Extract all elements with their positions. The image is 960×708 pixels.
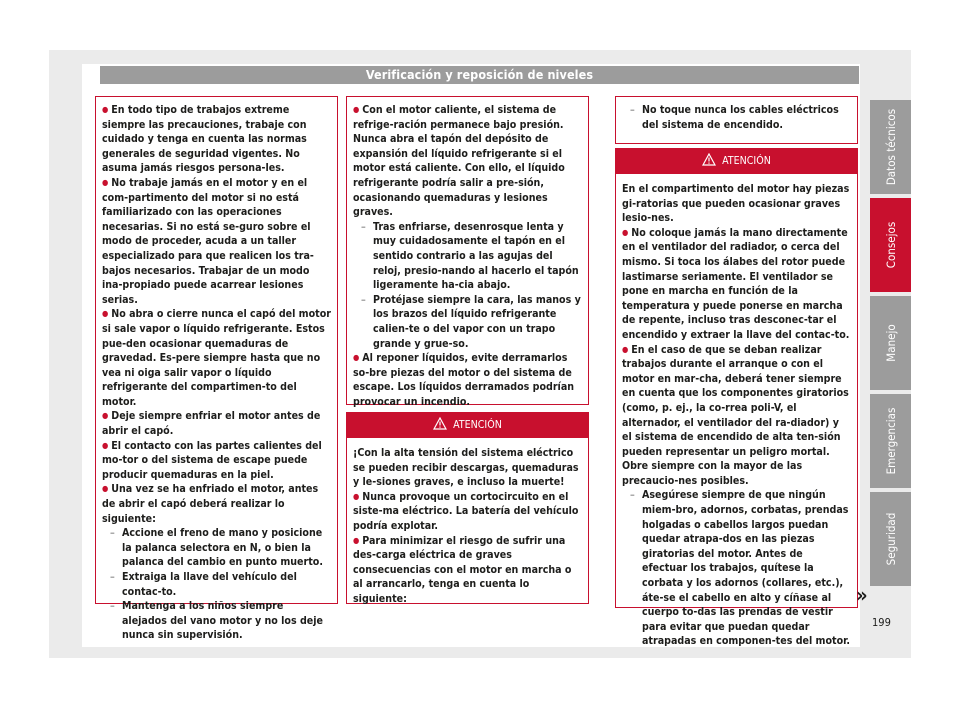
page-header: Verificación y reposición de niveles xyxy=(100,66,859,84)
tab-datos-tecnicos[interactable] xyxy=(870,100,911,194)
bullet-item: ● Una vez se ha enfriado el motor, antes de abrir el capó deberá realizar lo siguiente: xyxy=(102,482,331,526)
col1-items xyxy=(96,103,337,643)
warning-triangle-icon xyxy=(433,417,447,430)
dash-item: – No toque nunca los cables eléctricos del sistema de encendido. xyxy=(622,103,851,132)
warning-body xyxy=(616,174,857,657)
col3-items xyxy=(616,103,857,132)
tab-label: Manejo xyxy=(883,324,898,362)
warning-triangle-icon xyxy=(702,153,716,166)
continue-arrow: » xyxy=(856,583,868,607)
bullet-item: ● El contacto con las partes calientes del mo-tor o del sistema de escape puede producir quemaduras en la piel. xyxy=(102,439,331,483)
warning-header xyxy=(347,413,588,438)
bullet-item: ● Nunca provoque un cortocircuito en el siste-ma eléctrico. La batería del vehículo podría explotar. xyxy=(353,490,582,534)
bullet-item: ● Deje siempre enfriar el motor antes de abrir el capó. xyxy=(102,409,331,438)
tab-consejos[interactable] xyxy=(870,198,911,292)
tab-label: Seguridad xyxy=(883,512,898,566)
tab-label: Datos técnicos xyxy=(883,108,898,186)
tab-emergencias[interactable] xyxy=(870,394,911,488)
bullet-item: ● En todo tipo de trabajos extreme siempre las precauciones, trabaje con cuidado y tenga en cuenta las normas generales de seguridad vigentes. No asuma jamás riesgos persona-les. xyxy=(102,103,331,176)
bullet-item: ● En el caso de que se deban realizar trabajos durante el arranque o con el motor en mar-cha, deberá tener siempre en cuenta que los componentes giratorios (como, p. ej., la co-rrea poli-V, el alternador, el ventilador del ra-diador) y el sistema de encendido de alta ten-sión pueden representar un peligro mortal. Obre siempre con la mayor de las precaucio-nes posibles. xyxy=(622,343,851,489)
paragraph: ¡Con la alta tensión del sistema eléctrico se pueden recibir descargas, quemaduras y le-siones graves, e incluso la muerte! xyxy=(353,447,579,489)
warning-body xyxy=(347,438,588,615)
dash-item: – Extraiga la llave del vehículo del contac-to. xyxy=(102,570,331,599)
paragraph: En el compartimento del motor hay piezas gi-ratorias que pueden ocasionar graves lesio-nes. xyxy=(622,183,850,225)
dash-item: – Protéjase siempre la cara, las manos y los brazos del líquido refrigerante calien-te o del vapor con un trapo grande y grue-so. xyxy=(353,293,582,351)
warning-title: ATENCIÓN xyxy=(453,419,502,431)
bullet-item: ● Con el motor caliente, el sistema de refrige-ración permanece bajo presión. Nunca abra el tapón del depósito de expansión del líquido refrigerante si el motor está caliente. Con ello, el líquido refrigerante podría salir a pre-sión, ocasionando quemaduras y lesiones graves. xyxy=(353,103,582,220)
page-number: 199 xyxy=(872,616,891,629)
bullet-item: ● No coloque jamás la mano directamente en el ventilador del radiador, o cerca del mismo. Si toca los álabes del rotor puede lastimarse seriamente. El ventilador se pone en marcha en función de la temperatura y puede ponerse en marcha de repente, incluso tras desconec-tar el encendido y extraer la llave del contac-to. xyxy=(622,226,851,343)
dash-item: – Asegúrese siempre de que ningún miem-bro, adornos, corbatas, prendas holgadas o cabellos largos puedan quedar atrapa-dos en las piezas giratorias del motor. Antes de efectuar los trabajos, quítese la corbata y los adornos (collares, etc.), áte-se el cabello en alto y cíñase al cuerpo to-das las prendas de vestir para evitar que puedan quedar atrapadas en componen-tes del motor. xyxy=(622,488,851,649)
bullet-item: ● No trabaje jamás en el motor y en el com-partimento del motor si no está familiarizado con las operaciones necesarias. Si no está se-guro sobre el modo de proceder, acuda a un taller especializado para que realicen los tra-bajos necesarios. Trabajar de un modo ina-propiado puede acarrear lesiones serias. xyxy=(102,176,331,307)
tab-label: Emergencias xyxy=(883,407,898,475)
dash-item: – Mantenga a los niños siempre alejados del vano motor y no los deje nunca sin supervisión. xyxy=(102,599,331,643)
bullet-item: ● Para minimizar el riesgo de sufrir una des-carga eléctrica de graves consecuencias con el motor en marcha o al arrancarlo, tenga en cuenta lo siguiente: xyxy=(353,534,582,607)
dash-item: – Tras enfriarse, desenrosque lenta y muy cuidadosamente el tapón en el sentido contrario a las agujas del reloj, presio-nando al hacerlo el tapón ligeramente ha-cia abajo. xyxy=(353,220,582,293)
warning-box-col1 xyxy=(95,96,338,642)
dash-item: – Accione el freno de mano y posicione la palanca selectora en N, o bien la palanca del cambio en punto muerto. xyxy=(102,526,331,570)
warning-box-rotating xyxy=(615,148,858,648)
warning-box-col2-top xyxy=(346,96,589,408)
tab-manejo[interactable] xyxy=(870,296,911,390)
tab-seguridad[interactable] xyxy=(870,492,911,586)
warning-box-col3-top xyxy=(615,96,858,144)
bullet-item: ● No abra o cierre nunca el capó del motor si sale vapor o líquido refrigerante. Estos pue-den ocasionar quemaduras de gravedad. Es-pere siempre hasta que no vea ni oiga salir vapor o líquido refrigerante del compartimen-to del motor. xyxy=(102,307,331,409)
tab-label: Consejos xyxy=(883,221,898,269)
bullet-item: ● Al reponer líquidos, evite derramarlos so-bre piezas del motor o del sistema de escape. Los líquidos derramados podrían provocar un incendio. xyxy=(353,351,582,409)
warning-title: ATENCIÓN xyxy=(722,155,771,167)
warning-header xyxy=(616,149,857,174)
col2-items xyxy=(347,103,588,409)
warning-box-electrical xyxy=(346,412,589,604)
